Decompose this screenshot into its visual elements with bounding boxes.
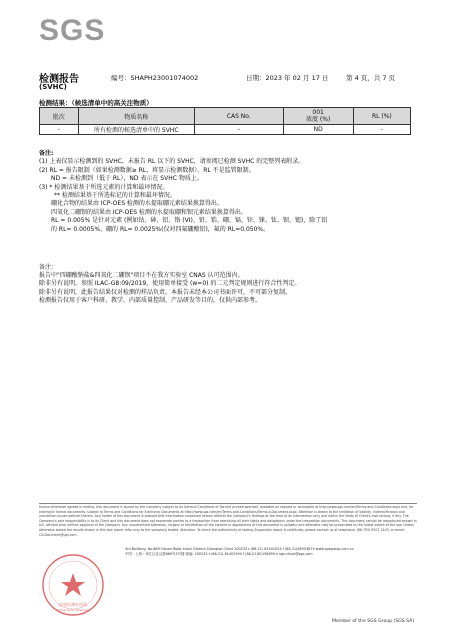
disclaimer-attention: Attention: To check the authenticity of testing /inspection report & certificate, please contact us at telephone: (86-755) 8307 1443, or email: CN.Doccheck@sgs.com [39, 527, 405, 537]
stamp-subtext: Testing Center (Shanghai) [56, 609, 90, 612]
footer-address [125, 547, 425, 557]
col-rl: RL (%) [353, 108, 410, 125]
section-title: 检测结果：（候选清单中的高关注物质） [39, 99, 153, 107]
note-line: (1) 上表仅显示检测到的 SVHC，未报告 RL 以下的 SVHC，请参阅已检测 SVHC 的完整列表附录。 [39, 158, 305, 166]
report-date: 日期：2023 年 02 月 17 日 [246, 74, 329, 82]
notes-title: 备注: [39, 150, 54, 157]
address-english: 3rd Building, No.889 Yishan Road Xuhui District,Shanghai China 200233 t (86-21) 61402553 f (86-21)64953679 www.sgsgroup.com.cn [125, 547, 354, 551]
inspection-seal-icon [40, 552, 106, 618]
note-line: 的 RL= 0.0005%、硼的 RL= 0.0025%(仅对四氟硼酸铝)，氟的 RL=0.050%。 [51, 225, 270, 233]
col-batch: 批次 [40, 108, 79, 125]
table-row [40, 125, 411, 135]
results-table [39, 107, 411, 135]
remark-line: 除非另有说明，此报告结果仅对检测的样品负责。本报告未经本公司书面许可，不可部分复制。 [39, 288, 292, 296]
stamp-text: 检验检测专用章 [59, 602, 87, 607]
col-sample-id: 001 [312, 109, 324, 116]
report-title: 检测报告 [39, 74, 79, 85]
col-concentration [283, 108, 353, 125]
report-number: 编号：SHAPH23001074002 [111, 74, 199, 82]
note-line: ** 检测结果基于所选标记的计算和最坏情况。 [54, 192, 176, 200]
sgs-logo: SGS [39, 14, 106, 47]
address-chinese: 中国・上海・徐汇区宜山路889号3号楼 邮编: 200233 t (86-21) 61402594 f (86-21)61156899 e sgs.china@sgs.com [125, 552, 313, 556]
notes-section [39, 150, 419, 234]
remark-line: 除非另有说明，参照 ILAC-G8:09/2019，使用简单接受 (w=0) 的二元判定规则进行符合性判定。 [39, 280, 301, 288]
note-line: 四氧化二硼钡的结果由 ICP-OES 检测的水提取硼和钡元素结果换算得出。 [51, 208, 247, 216]
cell-substance: 所有检测的候选清单中的 SVHC [78, 125, 194, 135]
remarks-section [39, 264, 419, 305]
cell-batch: - [40, 125, 79, 135]
footer-disclaimer [39, 505, 417, 537]
note-line: (2) RL = 报告限制（如果检测数据≥ RL，将显示检测数据）。RL 不是监管限制。 [39, 166, 255, 174]
remark-line: 检测报告仅用于客户科研、教学、内部质量控制、产品研发等目的，仅供内部参考。 [39, 296, 262, 304]
note-line: 硼化合物的结果由 ICP-OES 检测的水提取硼元素结果换算得出。 [51, 200, 223, 208]
disclaimer-text: Unless otherwise agreed in writing, this document is issued by the Company subject to its General Conditions of Service printed overleaf, available on request or accessible at http://www.sgs.com/en/Terms-and-Conditions.aspx and, for electronic format documents, subject to Terms and Conditions for Electronic Documents at http://www.sgs.com/en/Terms-and-Conditions/Terms-e-Document.aspx. Attention is drawn to the limitation of liability, indemnification and jurisdiction issues defined therein. Any holder of this document is advised that information contained hereon reflects the Company's findings at the time of its intervention only and within the limits of Client's instructions, if any. The Company's sole responsibility is to its Client and this document does not exonerate parties to a transaction from exercising all their rights and obligations under the transaction documents. This document cannot be reproduced except in full, without prior written approval of the Company. Any unauthorized alteration, forgery or falsification of the content or appearance of this document is unlawful and offenders may be prosecuted to the fullest extent of the law. Unless otherwise stated the results shown in this test report refer only to the sample(s) tested. [39, 505, 417, 532]
note-line: (3) * 检测结果基于所选元素的计算和最坏情况。 [39, 183, 169, 191]
col-cas: CAS No. [194, 108, 283, 125]
cell-rl: - [353, 125, 410, 135]
cell-concentration: ND [283, 125, 353, 135]
page-info: 第 4 页，共 7 页 [346, 74, 396, 82]
cell-cas: - [194, 125, 283, 135]
note-line: ND = 未检测到（低于 RL），ND 表示在 SVHC 物质上。 [51, 175, 203, 183]
remarks-title: 备注： [39, 264, 58, 271]
report-subtitle: (SVHC) [39, 83, 67, 91]
footer-divider [39, 503, 417, 504]
sgs-member-text: Member of the SGS Group (SGS SA) [332, 619, 415, 624]
col-concentration-unit: 浓度 (%) [306, 116, 331, 123]
remark-line: 报告中"四硼酸钠盐&四氧化二硼钡"项目不在我方实验室 CNAS 认可范围内。 [39, 272, 244, 280]
note-line: RL = 0.005% 是针对元素 (例如钴、砷、铝、铬 (VI)、铅、锆、硼、镉、锌、铼、钛、钡、锶)，除了铝 [51, 217, 328, 225]
table-header-row [40, 108, 411, 125]
col-substance: 物质名称 [78, 108, 194, 125]
